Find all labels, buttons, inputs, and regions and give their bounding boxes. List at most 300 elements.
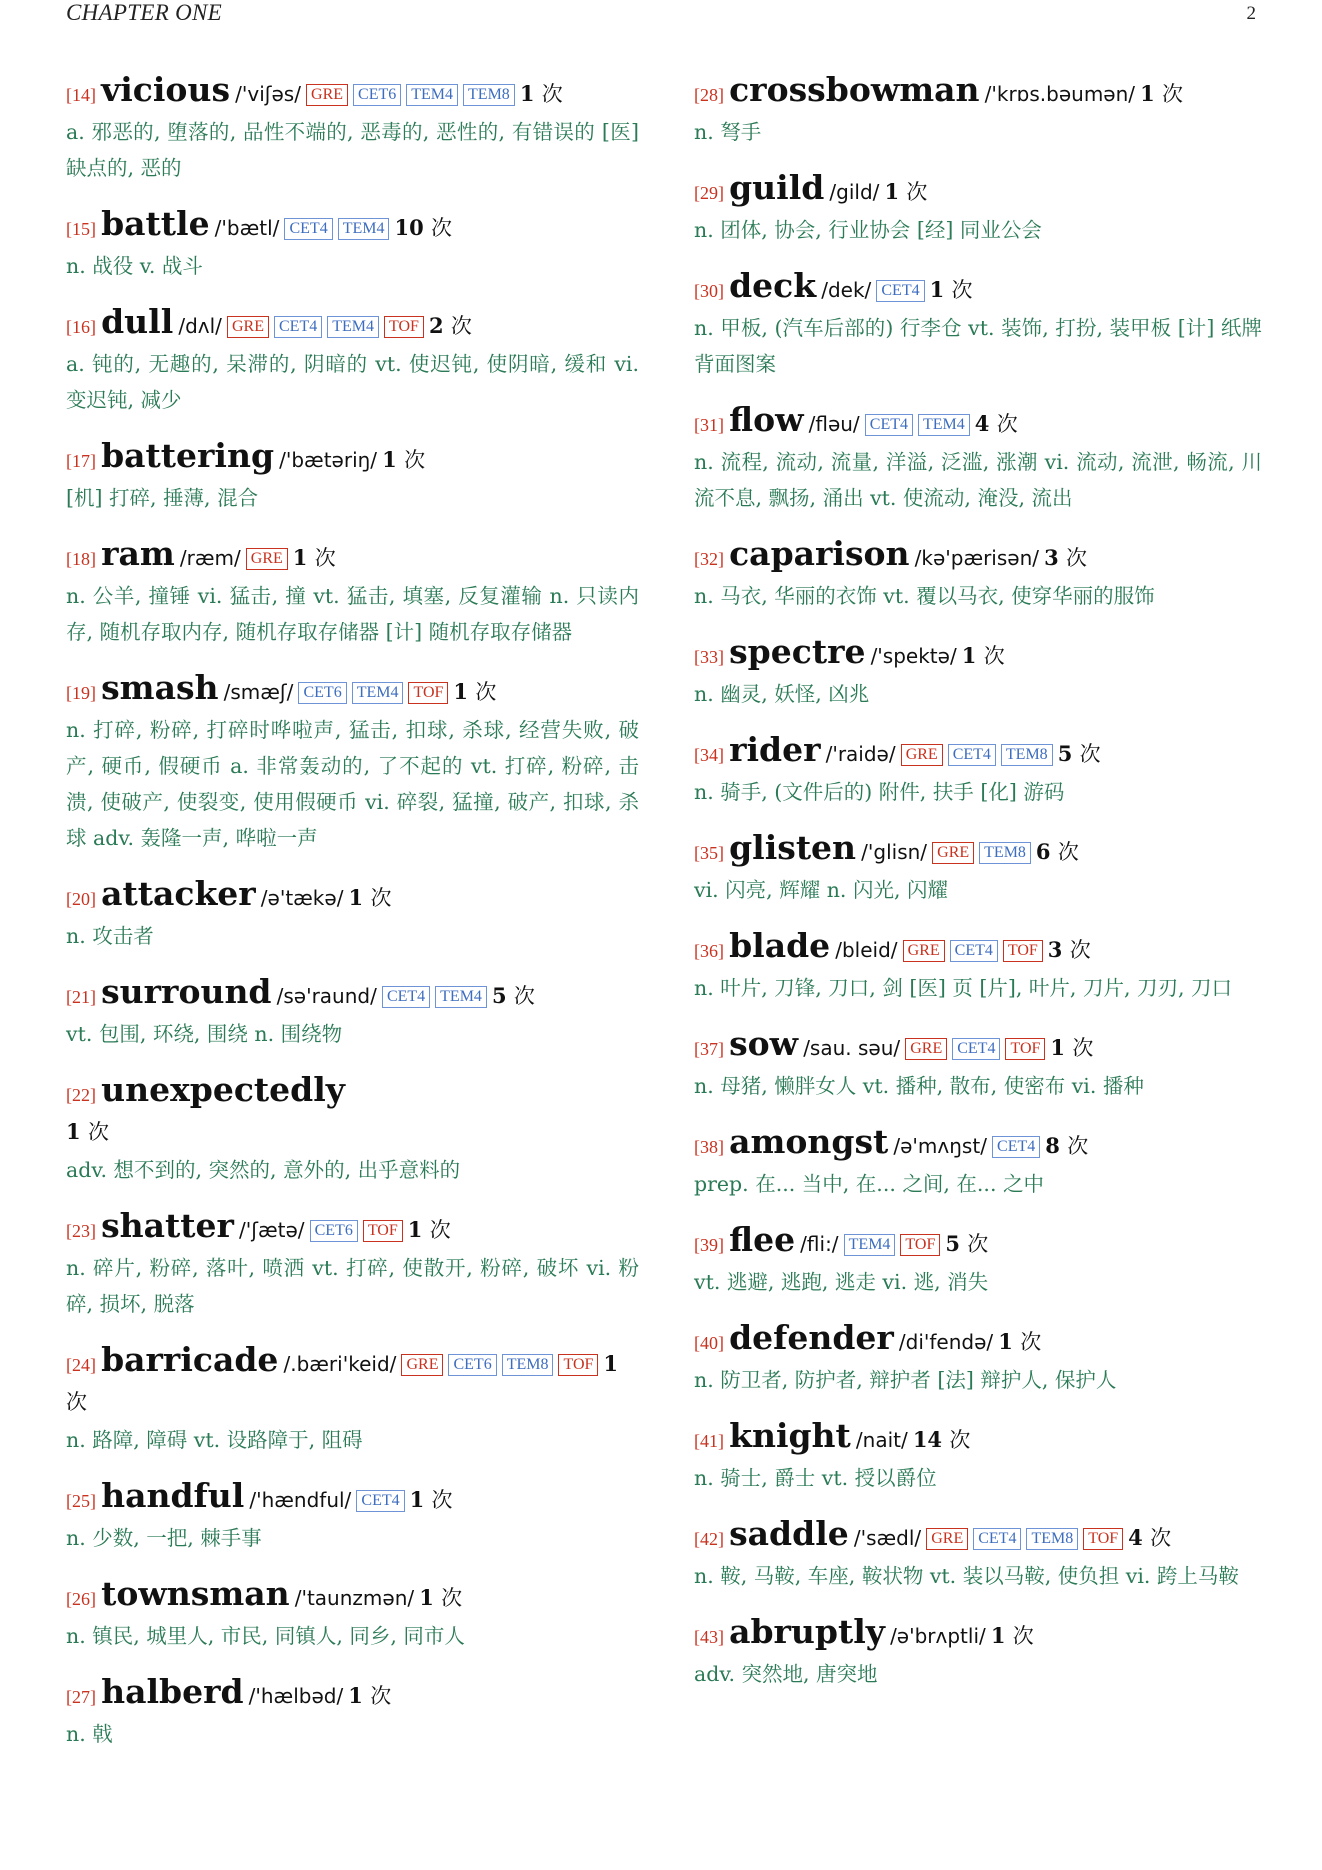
pronunciation: /sau. səu/ <box>803 1036 901 1060</box>
exam-tag: TEM4 <box>352 682 404 704</box>
entry-index: [37] <box>694 1039 724 1059</box>
count-number: 1 <box>382 447 397 472</box>
exam-tag: TEM4 <box>844 1234 896 1256</box>
vocab-entry <box>694 402 1262 516</box>
count-number: 5 <box>945 1231 960 1256</box>
entry-headline <box>66 304 639 346</box>
exam-tags <box>310 1222 408 1241</box>
headword: smash <box>101 668 219 707</box>
exam-tag: TOF <box>363 1220 403 1242</box>
count-unit: 次 <box>404 448 426 472</box>
count-number: 1 <box>884 179 900 204</box>
exam-tags <box>401 1356 603 1375</box>
vocab-entry <box>66 1576 639 1654</box>
entry-headline <box>66 1208 639 1250</box>
entry-headline <box>694 732 1262 774</box>
headword: blade <box>729 926 831 965</box>
pronunciation: /smæʃ/ <box>223 680 294 704</box>
exam-tag: TEM4 <box>918 414 970 436</box>
count-number: 1 <box>348 1683 363 1708</box>
occurrence-count <box>410 1487 453 1512</box>
exam-tag: TEM8 <box>463 84 515 106</box>
count-unit: 次 <box>1072 1036 1094 1060</box>
headword: defender <box>729 1318 894 1357</box>
left-column <box>66 72 639 1772</box>
count-unit: 次 <box>1162 82 1184 106</box>
vocab-entry <box>66 438 639 516</box>
vocab-entry <box>694 536 1262 614</box>
entry-headline <box>694 1026 1262 1068</box>
exam-tags <box>932 844 1036 863</box>
exam-tags <box>246 550 293 569</box>
headword: flee <box>729 1220 796 1259</box>
entry-headline <box>66 206 639 248</box>
entry-index: [23] <box>66 1221 96 1241</box>
vocab-entry <box>66 206 639 284</box>
exam-tags <box>876 282 929 301</box>
count-unit: 次 <box>1066 546 1088 570</box>
headword: amongst <box>729 1122 889 1161</box>
entry-headline <box>694 634 1262 676</box>
vocab-entry <box>66 876 639 954</box>
count-unit: 次 <box>370 886 392 910</box>
entry-headline <box>694 72 1262 114</box>
occurrence-count <box>66 1119 109 1144</box>
entry-headline <box>66 1576 639 1618</box>
definition: n. 叶片, 刀锋, 刀口, 剑 [医] 页 [片], 叶片, 刀片, 刀刃, 刀口 <box>694 976 1233 1000</box>
entry-headline <box>694 1222 1262 1264</box>
count-unit: 次 <box>1012 1624 1034 1648</box>
pronunciation: /'bætl/ <box>214 216 280 240</box>
occurrence-count <box>293 545 336 570</box>
definition: n. 打碎, 粉碎, 打碎时哗啦声, 猛击, 扣球, 杀球, 经营失败, 破产, 硬币, 假硬币 a. 非常轰动的, 了不起的 vt. 打碎, 粉碎, 击溃, 使破产, 使裂变, 使用假硬币 vi. 碎裂, 猛撞, 破产, 扣球, 杀球 adv. 轰隆一声, 哗啦一声 <box>66 718 639 850</box>
headword: crossbowman <box>729 70 980 109</box>
entry-index: [43] <box>694 1627 724 1647</box>
exam-tag: CET4 <box>356 1490 404 1512</box>
count-number: 1 <box>292 545 308 570</box>
pronunciation: /.bæri'keid/ <box>283 1352 397 1376</box>
right-column <box>694 72 1262 1772</box>
count-number: 5 <box>1057 741 1073 766</box>
definition: vi. 闪亮, 辉耀 n. 闪光, 闪耀 <box>694 878 948 902</box>
entry-headline <box>66 1342 639 1422</box>
definition: vt. 包围, 环绕, 围绕 n. 围绕物 <box>66 1022 343 1046</box>
headword: rider <box>729 730 821 769</box>
vocab-entry <box>694 268 1262 382</box>
headword: deck <box>729 266 817 305</box>
entry-headline <box>66 876 639 918</box>
definition: n. 骑手, (文件后的) 附件, 扶手 [化] 游码 <box>694 780 1065 804</box>
exam-tag: CET4 <box>865 414 913 436</box>
headword: abruptly <box>729 1612 885 1651</box>
pronunciation: /fli:/ <box>800 1232 839 1256</box>
exam-tags <box>298 684 453 703</box>
entry-headline <box>694 830 1262 872</box>
entry-index: [25] <box>66 1491 96 1511</box>
definition: n. 母猪, 懒胖女人 vt. 播种, 散布, 使密布 vi. 播种 <box>694 1074 1144 1098</box>
occurrence-count <box>419 1585 462 1610</box>
occurrence-count <box>492 983 535 1008</box>
pronunciation: /'hælbəd/ <box>248 1684 344 1708</box>
count-unit: 次 <box>450 314 472 338</box>
count-unit: 次 <box>996 412 1018 436</box>
count-number: 1 <box>1140 81 1155 106</box>
headword: handful <box>101 1476 245 1515</box>
occurrence-count <box>1036 839 1079 864</box>
definition: n. 攻击者 <box>66 924 154 948</box>
entry-index: [40] <box>694 1333 724 1353</box>
entry-headline <box>694 536 1262 578</box>
occurrence-count <box>975 411 1018 436</box>
pronunciation: /'raidə/ <box>825 742 896 766</box>
entry-index: [21] <box>66 987 96 1007</box>
headword: caparison <box>729 534 910 573</box>
definition: n. 镇民, 城里人, 市民, 同镇人, 同乡, 同市人 <box>66 1624 465 1648</box>
count-number: 1 <box>1050 1035 1066 1060</box>
pronunciation: /kə'pærisən/ <box>914 546 1039 570</box>
pronunciation: /nait/ <box>855 1428 908 1452</box>
vocab-entry <box>694 830 1262 908</box>
entry-headline <box>66 1478 639 1520</box>
occurrence-count <box>1058 741 1101 766</box>
vocab-entry <box>694 732 1262 810</box>
entry-index: [31] <box>694 415 724 435</box>
count-number: 1 <box>961 643 977 668</box>
entry-headline <box>66 438 639 480</box>
count-unit: 次 <box>951 278 973 302</box>
pronunciation: /dek/ <box>821 278 872 302</box>
pronunciation: /di'fendə/ <box>898 1330 994 1354</box>
entry-index: [32] <box>694 549 724 569</box>
entry-index: [35] <box>694 843 724 863</box>
definition: n. 鞍, 马鞍, 车座, 鞍状物 vt. 装以马鞍, 使负担 vi. 跨上马鞍 <box>694 1564 1239 1588</box>
count-unit: 次 <box>66 1390 87 1414</box>
occurrence-count <box>1050 1035 1093 1060</box>
vocab-entry <box>66 1478 639 1556</box>
exam-tag: CET4 <box>876 280 924 302</box>
pronunciation: /dʌl/ <box>178 314 222 338</box>
pronunciation: /'taunzmən/ <box>294 1586 415 1610</box>
count-number: 1 <box>419 1585 434 1610</box>
definition: a. 钝的, 无趣的, 呆滞的, 阴暗的 vt. 使迟钝, 使阴暗, 缓和 vi. 变迟钝, 减少 <box>66 352 639 412</box>
exam-tag: TOF <box>1005 1038 1045 1060</box>
count-unit: 次 <box>1067 1134 1089 1158</box>
headword: flow <box>729 400 804 439</box>
count-unit: 次 <box>983 644 1005 668</box>
headword: vicious <box>101 70 231 109</box>
entry-headline <box>66 1674 639 1716</box>
count-number: 1 <box>929 277 945 302</box>
definition: a. 邪恶的, 堕落的, 品性不端的, 恶毒的, 恶性的, 有错误的 [医] 缺点的, 恶的 <box>66 120 639 180</box>
count-number: 8 <box>1045 1133 1060 1158</box>
vocab-entry <box>694 928 1262 1006</box>
definition: [机] 打碎, 捶薄, 混合 <box>66 486 259 510</box>
count-unit: 次 <box>1150 1526 1172 1550</box>
count-number: 3 <box>1044 545 1059 570</box>
count-number: 14 <box>912 1427 943 1452</box>
entry-index: [15] <box>66 219 96 239</box>
exam-tags <box>844 1236 946 1255</box>
occurrence-count <box>382 447 425 472</box>
definition: n. 路障, 障碍 vt. 设路障于, 阻碍 <box>66 1428 363 1452</box>
exam-tag: TOF <box>384 316 424 338</box>
vocab-entry <box>66 1208 639 1322</box>
headword: halberd <box>101 1672 244 1711</box>
vocab-entry <box>694 1418 1262 1496</box>
entry-index: [36] <box>694 941 724 961</box>
headword: barricade <box>101 1340 279 1379</box>
vocab-entry <box>694 72 1262 150</box>
entry-index: [33] <box>694 647 724 667</box>
entry-headline <box>694 1516 1262 1558</box>
count-number: 1 <box>990 1623 1006 1648</box>
entry-headline <box>66 670 639 712</box>
exam-tags <box>227 318 429 337</box>
exam-tag: TOF <box>1003 940 1043 962</box>
count-unit: 次 <box>967 1232 989 1256</box>
definition: n. 骑士, 爵士 vt. 授以爵位 <box>694 1466 937 1490</box>
exam-tag: CET6 <box>353 84 401 106</box>
count-unit: 次 <box>1079 742 1101 766</box>
count-number: 1 <box>519 81 535 106</box>
definition: prep. 在... 当中, 在... 之间, 在... 之中 <box>694 1172 1044 1196</box>
page-number: 2 <box>1246 3 1256 24</box>
count-unit: 次 <box>431 216 453 240</box>
vocab-entry <box>66 1342 639 1458</box>
headword: battering <box>101 436 275 475</box>
occurrence-count <box>930 277 973 302</box>
exam-tag: TEM4 <box>327 316 379 338</box>
definition: n. 马衣, 华丽的衣饰 vt. 覆以马衣, 使穿华丽的服饰 <box>694 584 1155 608</box>
entry-headline <box>694 1614 1262 1656</box>
exam-tag: GRE <box>227 316 269 338</box>
definition: n. 公羊, 撞锤 vi. 猛击, 撞 vt. 猛击, 填塞, 反复灌输 n. 只读内存, 随机存取内存, 随机存取存储器 [计] 随机存取存储器 <box>66 584 639 644</box>
headword: guild <box>729 168 825 207</box>
definition: adv. 突然地, 唐突地 <box>694 1662 878 1686</box>
exam-tags <box>306 86 520 105</box>
definition: n. 戟 <box>66 1722 113 1746</box>
exam-tag: TEM8 <box>1026 1528 1078 1550</box>
definition: n. 弩手 <box>694 120 762 144</box>
vocab-entry <box>694 170 1262 248</box>
occurrence-count <box>394 215 452 240</box>
count-number: 10 <box>394 215 424 240</box>
pronunciation: /ə'brʌptli/ <box>890 1624 986 1648</box>
occurrence-count <box>991 1623 1034 1648</box>
occurrence-count <box>349 885 392 910</box>
count-number: 1 <box>998 1329 1013 1354</box>
count-unit: 次 <box>475 680 497 704</box>
vocab-entry <box>66 670 639 856</box>
exam-tag: CET4 <box>284 218 332 240</box>
count-number: 1 <box>409 1487 425 1512</box>
exam-tags <box>901 746 1058 765</box>
pronunciation: /'sædl/ <box>853 1526 922 1550</box>
definition: n. 甲板, (汽车后部的) 行李仓 vt. 装饰, 打扮, 装甲板 [计] 纸牌背面图案 <box>694 316 1262 376</box>
entry-index: [16] <box>66 317 96 337</box>
count-unit: 次 <box>1069 938 1091 962</box>
definition: n. 少数, 一把, 棘手事 <box>66 1526 262 1550</box>
entry-index: [18] <box>66 549 96 569</box>
exam-tags <box>382 988 492 1007</box>
count-number: 4 <box>1128 1525 1143 1550</box>
count-number: 6 <box>1035 839 1051 864</box>
vocab-entry <box>66 1674 639 1752</box>
exam-tag: GRE <box>932 842 974 864</box>
entry-index: [29] <box>694 183 724 203</box>
headword: ram <box>101 534 175 573</box>
count-unit: 次 <box>87 1120 109 1144</box>
definition: n. 流程, 流动, 流量, 洋溢, 泛滥, 涨潮 vi. 流动, 流泄, 畅流, 川流不息, 飘扬, 涌出 vt. 使流动, 淹没, 流出 <box>694 450 1262 510</box>
definition: n. 幽灵, 妖怪, 凶兆 <box>694 682 870 706</box>
occurrence-count <box>998 1329 1041 1354</box>
entry-index: [17] <box>66 451 96 471</box>
headword: sow <box>729 1024 799 1063</box>
occurrence-count <box>884 179 927 204</box>
entry-headline <box>694 1124 1262 1166</box>
headword: saddle <box>729 1514 849 1553</box>
count-unit: 次 <box>1057 840 1079 864</box>
headword: knight <box>729 1416 851 1455</box>
exam-tag: CET6 <box>298 682 346 704</box>
occurrence-count <box>1044 545 1087 570</box>
entry-headline <box>694 1320 1262 1362</box>
count-unit: 次 <box>441 1586 463 1610</box>
exam-tag: CET4 <box>950 940 998 962</box>
vocab-entry <box>694 1222 1262 1300</box>
vocabulary-columns <box>66 72 1262 1772</box>
exam-tag: CET6 <box>310 1220 358 1242</box>
entry-headline <box>694 268 1262 310</box>
vocab-entry <box>66 536 639 650</box>
entry-headline <box>66 1072 639 1114</box>
occurrence-count <box>408 1217 451 1242</box>
count-line <box>66 1114 639 1152</box>
definition: adv. 想不到的, 突然的, 意外的, 出乎意料的 <box>66 1158 461 1182</box>
exam-tags <box>865 416 975 435</box>
occurrence-count <box>1045 1133 1088 1158</box>
vocab-entry <box>694 1320 1262 1398</box>
occurrence-count <box>1128 1525 1171 1550</box>
occurrence-count <box>913 1427 971 1452</box>
pronunciation: /'hændful/ <box>249 1488 352 1512</box>
occurrence-count <box>1140 81 1183 106</box>
occurrence-count <box>453 679 496 704</box>
vocab-entry <box>694 1516 1262 1594</box>
entry-headline <box>694 402 1262 444</box>
headword: glisten <box>729 828 857 867</box>
entry-headline <box>66 536 639 578</box>
entry-headline <box>694 928 1262 970</box>
entry-index: [38] <box>694 1137 724 1157</box>
entry-index: [42] <box>694 1529 724 1549</box>
count-number: 1 <box>348 885 364 910</box>
entry-index: [20] <box>66 889 96 909</box>
entry-headline <box>66 974 639 1016</box>
headword: townsman <box>101 1574 290 1613</box>
exam-tag: CET4 <box>952 1038 1000 1060</box>
exam-tag: TEM8 <box>979 842 1031 864</box>
headword: dull <box>101 302 174 341</box>
count-number: 3 <box>1047 937 1063 962</box>
count-number: 4 <box>974 411 990 436</box>
exam-tag: TOF <box>1083 1528 1123 1550</box>
exam-tag: TEM4 <box>406 84 458 106</box>
exam-tag: TEM4 <box>435 986 487 1008</box>
definition: n. 团体, 协会, 行业协会 [经] 同业公会 <box>694 218 1042 242</box>
entry-index: [27] <box>66 1687 96 1707</box>
exam-tag: CET4 <box>992 1136 1040 1158</box>
entry-index: [26] <box>66 1589 96 1609</box>
exam-tag: CET4 <box>382 986 430 1008</box>
count-number: 1 <box>453 679 469 704</box>
count-unit: 次 <box>431 1488 453 1512</box>
count-unit: 次 <box>906 180 928 204</box>
exam-tag: GRE <box>901 744 943 766</box>
pronunciation: /'viʃəs/ <box>235 82 301 106</box>
headword: spectre <box>729 632 866 671</box>
entry-index: [19] <box>66 683 96 703</box>
exam-tags <box>926 1530 1128 1549</box>
pronunciation: /'glisn/ <box>861 840 928 864</box>
count-unit: 次 <box>370 1684 392 1708</box>
exam-tag: TOF <box>900 1234 940 1256</box>
entry-headline <box>694 170 1262 212</box>
exam-tag: CET4 <box>973 1528 1021 1550</box>
exam-tag: GRE <box>246 548 288 570</box>
entry-index: [39] <box>694 1235 724 1255</box>
pronunciation: /bleid/ <box>835 938 898 962</box>
exam-tag: GRE <box>903 940 945 962</box>
count-number: 5 <box>491 983 507 1008</box>
exam-tags <box>284 220 394 239</box>
pronunciation: /ə'mʌŋst/ <box>893 1134 987 1158</box>
entry-index: [41] <box>694 1431 724 1451</box>
vocab-entry <box>66 1072 639 1188</box>
headword: battle <box>101 204 210 243</box>
exam-tags <box>905 1040 1050 1059</box>
exam-tag: CET6 <box>448 1354 496 1376</box>
count-number: 1 <box>66 1119 81 1144</box>
exam-tags <box>992 1138 1045 1157</box>
entry-index: [14] <box>66 85 96 105</box>
running-head <box>66 0 1256 26</box>
pronunciation: /ræm/ <box>179 546 241 570</box>
entry-headline <box>66 72 639 114</box>
pronunciation: /ə'tækə/ <box>260 886 344 910</box>
count-number: 2 <box>428 313 444 338</box>
occurrence-count <box>348 1683 391 1708</box>
definition: n. 防卫者, 防护者, 辩护者 [法] 辩护人, 保护人 <box>694 1368 1117 1392</box>
occurrence-count <box>520 81 563 106</box>
vocab-entry <box>66 304 639 418</box>
vocab-entry <box>66 72 639 186</box>
headword: unexpectedly <box>101 1070 345 1109</box>
count-unit: 次 <box>1020 1330 1042 1354</box>
exam-tag: GRE <box>905 1038 947 1060</box>
exam-tag: CET4 <box>274 316 322 338</box>
count-number: 1 <box>603 1351 619 1376</box>
exam-tag: GRE <box>401 1354 443 1376</box>
occurrence-count <box>945 1231 988 1256</box>
entry-index: [24] <box>66 1355 96 1375</box>
exam-tag: TOF <box>558 1354 598 1376</box>
exam-tag: TEM8 <box>502 1354 554 1376</box>
count-unit: 次 <box>429 1218 451 1242</box>
exam-tags <box>356 1492 409 1511</box>
definition: vt. 逃避, 逃跑, 逃走 vi. 逃, 消失 <box>694 1270 989 1294</box>
headword: attacker <box>101 874 256 913</box>
